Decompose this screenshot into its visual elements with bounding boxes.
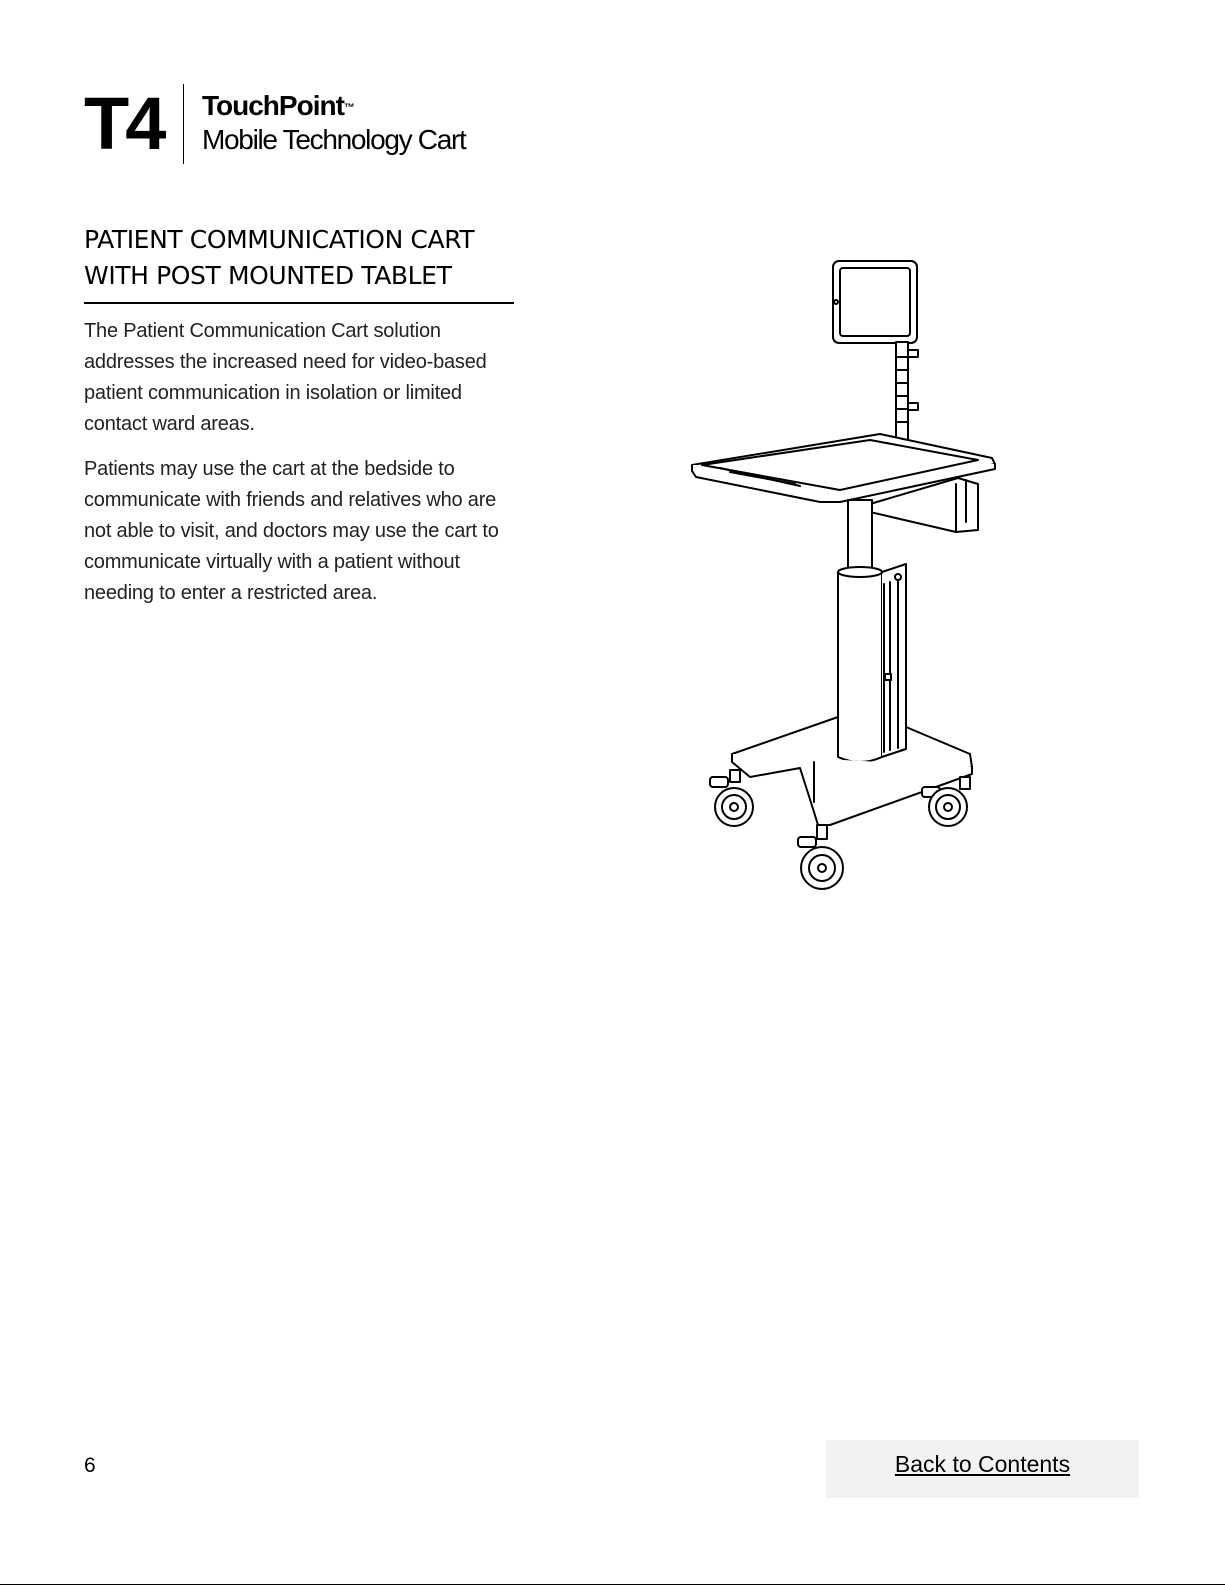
usage-paragraph: Patients may use the cart at the bedside to communicate with friends and relatives who are not able to visit, and doctors may use the cart to communicate virtually with a patient without needing to enter a restricted area. [84, 458, 499, 604]
title-rule [84, 302, 514, 304]
intro-paragraph: The Patient Communication Cart solution addresses the increased need for video-based patient communication in isolation or limited contact ward areas. [84, 320, 487, 435]
brand-subtitle: Mobile Technology Cart [202, 124, 466, 155]
logo-divider [183, 84, 184, 164]
section-title [84, 222, 514, 294]
back-to-contents-box [826, 1440, 1139, 1498]
cart-illustration [570, 222, 1130, 902]
brand-name [202, 90, 354, 122]
back-to-contents-link[interactable]: Back to Contents [894, 1450, 1071, 1477]
brand-text: TouchPoint [202, 90, 344, 121]
section-title-line-2: WITH POST MOUNTED TABLET [84, 261, 452, 290]
page-number: 6 [84, 1454, 96, 1477]
trademark-symbol: ™ [343, 102, 354, 114]
section-title-line-1: PATIENT COMMUNICATION CART [84, 225, 475, 254]
logo-mark: T4 [84, 82, 163, 165]
